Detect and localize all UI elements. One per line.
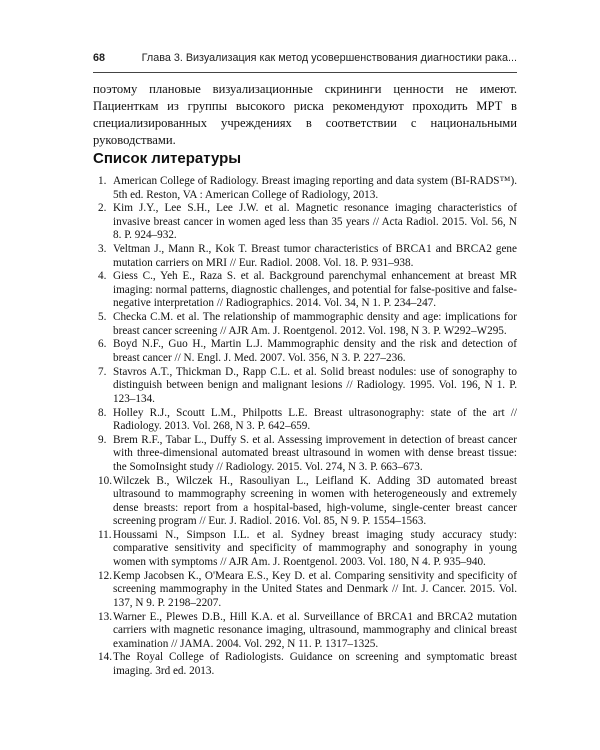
reference-text: Veltman J., Mann R., Kok T. Breast tumor characteristics of BRCA1 and BRCA2 gene mutation carriers on MRI // Eur. Radiol. 2008. Vol. 18. P. 931–938. — [113, 243, 517, 269]
reference-text: Wilczek B., Wilczek H., Rasouliyan L., Leifland K. Adding 3D automated breast ultrasound to mammography screening in women with heterogeneously and extremely dense breasts: report from a hospital-based, high-volume, single-center breast cancer screening program // Eur. J. Radiol. 2016. Vol. 85, N 9. P. 1554–1563. — [113, 474, 517, 528]
reference-number: 2. — [98, 202, 107, 215]
reference-number: 11. — [98, 528, 112, 541]
reference-item — [93, 202, 517, 243]
reference-item — [93, 570, 517, 611]
intro-paragraph: поэтому плановые визуализационные скрининги ценности не имеют. Пациенткам из группы высокого риска рекомендуют проходить МРТ в специализированных учреждениях в соответствии с национальными руководствами. — [93, 82, 517, 147]
reference-text: Stavros A.T., Thickman D., Rapp C.L. et al. Solid breast nodules: use of sonography to distinguish between benign and malignant lesions // Radiology. 1995. Vol. 196, N 1. P. 123–134. — [113, 365, 517, 405]
reference-number: 4. — [98, 270, 107, 283]
reference-number: 1. — [98, 175, 107, 187]
reference-item — [93, 529, 517, 570]
reference-number: 10. — [98, 474, 112, 487]
reference-item — [93, 243, 517, 270]
reference-number: 13. — [98, 610, 112, 623]
reference-item — [93, 475, 517, 529]
reference-item — [93, 270, 517, 311]
reference-text: Holley R.J., Scoutt L.M., Philpotts L.E. Breast ultrasonography: state of the art // Radiology. 2013. Vol. 268, N 3. P. 642–659. — [113, 406, 517, 433]
reference-item — [93, 175, 517, 202]
references-list — [93, 175, 517, 679]
references-heading: Список литературы — [93, 150, 242, 167]
reference-item — [93, 366, 517, 407]
reference-item — [93, 311, 517, 338]
chapter-title: Глава 3. Визуализация как метод усовершенствования диагностики рака... — [141, 52, 517, 64]
running-header — [93, 52, 517, 64]
reference-number: 9. — [98, 433, 107, 446]
reference-item — [93, 338, 517, 365]
reference-text: Checka C.M. et al. The relationship of mammographic density and age: implications for breast cancer screening // AJR Am. J. Roentgenol. 2012. Vol. 198, N 3. P. W292–W295. — [113, 311, 517, 337]
header-divider — [93, 72, 517, 73]
reference-text: Giess C., Yeh E., Raza S. et al. Background parenchymal enhancement at breast MR imaging: normal patterns, diagnostic challenges, and potential for false-positive and false-negative interpretation // Radiographics. 2014. Vol. 34, N 1. P. 234–247. — [113, 270, 517, 310]
reference-text: Warner E., Plewes D.B., Hill K.A. et al. Surveillance of BRCA1 and BRCA2 mutation carriers with magnetic resonance imaging, ultrasound, mammography and clinical breast examination // JAMA. 2004. Vol. 292, N 11. P. 1317–1325. — [113, 610, 517, 650]
reference-text: American College of Radiology. Breast imaging reporting and data system (BI-RADS™). 5th ed. Reston, VA : American College of Radiology, 2013. — [113, 175, 517, 201]
reference-item — [93, 651, 517, 678]
reference-number: 5. — [98, 311, 107, 324]
reference-text: Kemp Jacobsen K., O'Meara E.S., Key D. et al. Comparing sensitivity and specificity of screening mammography in the United States and Denmark // Int. J. Cancer. 2015. Vol. 137, N 9. P. 2198–2207. — [113, 569, 517, 609]
reference-text: Boyd N.F., Guo H., Martin L.J. Mammographic density and the risk and detection of breast cancer // N. Engl. J. Med. 2007. Vol. 356, N 3. P. 227–236. — [113, 338, 517, 364]
reference-number: 12. — [98, 569, 112, 582]
reference-text: Houssami N., Simpson I.L. et al. Sydney breast imaging study accuracy study: comparative sensitivity and specificity of mammography and sonography in young women with symptoms // AJR Am. J. Roentgenol. 2003. Vol. 180, N 4. P. 935–940. — [113, 528, 517, 568]
reference-number: 6. — [98, 338, 107, 351]
reference-item — [93, 434, 517, 475]
reference-number: 3. — [98, 243, 107, 256]
reference-text: Brem R.F., Tabar L., Duffy S. et al. Assessing improvement in detection of breast cancer with three-dimensional automated breast ultrasound in women with dense breast tissue: the SomoInsight study // Radiology. 2015. Vol. 274, N 3. P. 663–673. — [113, 433, 517, 473]
reference-number: 7. — [98, 365, 107, 378]
reference-number: 8. — [98, 406, 107, 419]
reference-text: The Royal College of Radiologists. Guidance on screening and symptomatic breast imaging. 3rd ed. 2013. — [113, 651, 517, 677]
reference-number: 14. — [98, 651, 112, 664]
page-number: 68 — [93, 52, 106, 64]
reference-text: Kim J.Y., Lee S.H., Lee J.W. et al. Magnetic resonance imaging characteristics of invasive breast cancer in women aged less than 35 years // Acta Radiol. 2015. Vol. 56, N 8. P. 924–932. — [113, 202, 517, 242]
reference-item — [93, 407, 517, 434]
reference-item — [93, 611, 517, 652]
